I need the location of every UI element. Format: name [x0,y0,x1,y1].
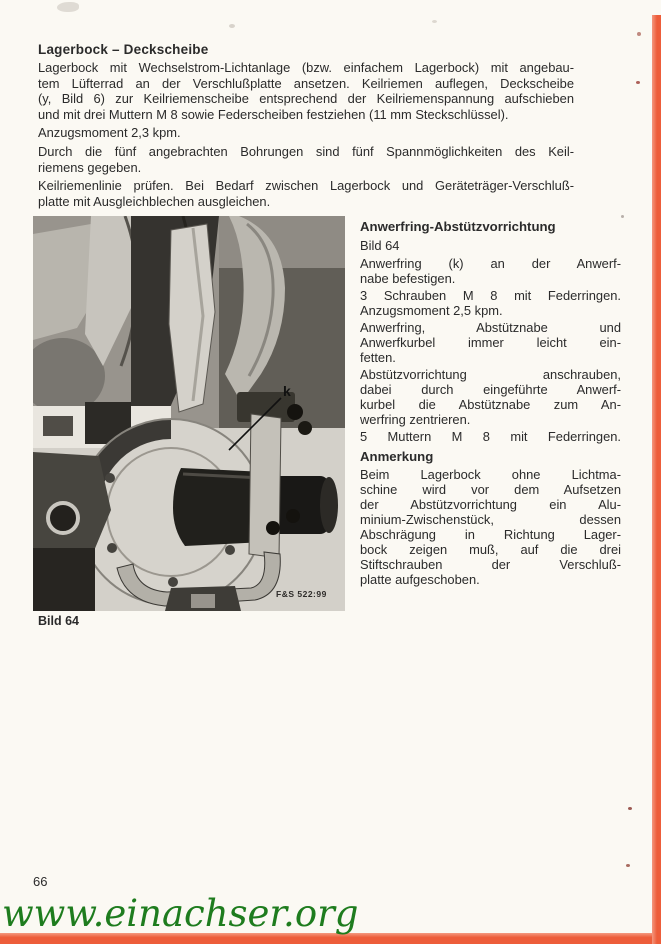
figure-reference: Bild 64 [360,238,400,253]
paragraph [360,256,621,286]
text-line: Anwerfkurbel immer leicht ein- [360,335,621,350]
text-line: dabei durch eingeführte Anwerf- [360,382,621,397]
text-line: Anzugsmoment 2,5 kpm. [360,303,503,318]
note-heading: Anmerkung [360,449,434,464]
text-line: tem Lüfterrad an der Verschlußplatte ansetzen. Keilriemen auflegen, Deckscheibe [38,75,574,91]
watermark-text: www.einachser.org [2,892,359,935]
paragraph [360,288,621,318]
callout-k-label: k [283,383,291,399]
paragraph [38,60,574,122]
text-line: minium-Zwischenstück, dessen [360,512,621,527]
text-line: Lagerbock mit Wechselstrom-Lichtanlage (bzw. einfachem Lagerbock) mit angebau- [38,60,574,75]
scan-smudge [57,2,79,12]
text-line: 3 Schrauben M 8 mit Federringen. [360,288,621,303]
text-line: platte aufgeschoben. [360,572,480,587]
text-line: Durch die fünf angebrachten Bohrungen sind fünf Spannmöglichkeiten des Keil- [38,143,574,159]
paragraph [360,320,621,365]
text-line: und mit drei Muttern M 8 sowie Federscheiben festziehen (11 mm Steckschlüssel). [38,106,509,122]
text-line: (y, Bild 6) zur Keilriemenscheibe entsprechend der Keilriemenspannung aufschieben [38,91,574,107]
text-line: Anwerfring (k) an der Anwerf- [360,256,621,271]
paragraph [38,144,574,175]
text-line: riemens gegeben. [38,159,142,175]
page-title: Lagerbock – Deckscheibe [38,42,209,58]
text-line: werfring zentrieren. [360,412,471,427]
figure-caption: Bild 64 [38,614,79,628]
text-line: Stiftschrauben der Verschluß- [360,557,621,572]
scan-speck [636,81,640,84]
text-line: Keilriemenlinie prüfen. Bei Bedarf zwischen Lagerbock und Geräteträger-Verschluß- [38,178,574,194]
engine-block [33,216,345,448]
text-line: Beim Lagerbock ohne Lichtma- [360,467,621,482]
paragraph [38,178,574,209]
paragraph [360,367,621,427]
text-line: Abschrägung in Richtung Lager- [360,527,621,542]
scan-speck [621,215,624,218]
paragraph [38,125,574,141]
right-column [360,219,621,589]
engine-photo [33,216,345,611]
scan-speck [628,807,632,810]
text-line: der Abstützvorrichtung ein Alu- [360,497,621,512]
figure-bild-64 [33,216,345,611]
scan-smudge [229,24,235,28]
text-line: nabe befestigen. [360,271,456,286]
scan-speck [626,864,630,867]
page-number: 66 [33,874,48,889]
scan-smudge [432,20,437,23]
note-paragraph [360,467,621,587]
text-line: Anzugsmoment 2,3 kpm. [38,125,181,141]
right-border-bar [652,15,661,944]
intro-text [38,60,574,212]
text-line: Abstützvorrichtung anschrauben, [360,367,621,382]
photo-credit: F&S 522:99 [276,589,327,599]
text-line: 5 Muttern M 8 mit Federringen. [360,429,621,444]
scan-speck [637,32,641,36]
section-heading: Anwerfring-Abstützvorrichtung [360,219,556,234]
text-line: bock zeigen muß, auf die drei [360,542,621,557]
text-line: schine wird vor dem Aufsetzen [360,482,621,497]
text-line: Anwerfring, Abstütznabe und [360,320,621,335]
paragraph [360,429,621,444]
text-line: platte mit Ausgleichblechen ausgleichen. [38,193,271,209]
text-line: kurbel die Abstütznabe zum An- [360,397,621,412]
text-line: fetten. [360,350,396,365]
